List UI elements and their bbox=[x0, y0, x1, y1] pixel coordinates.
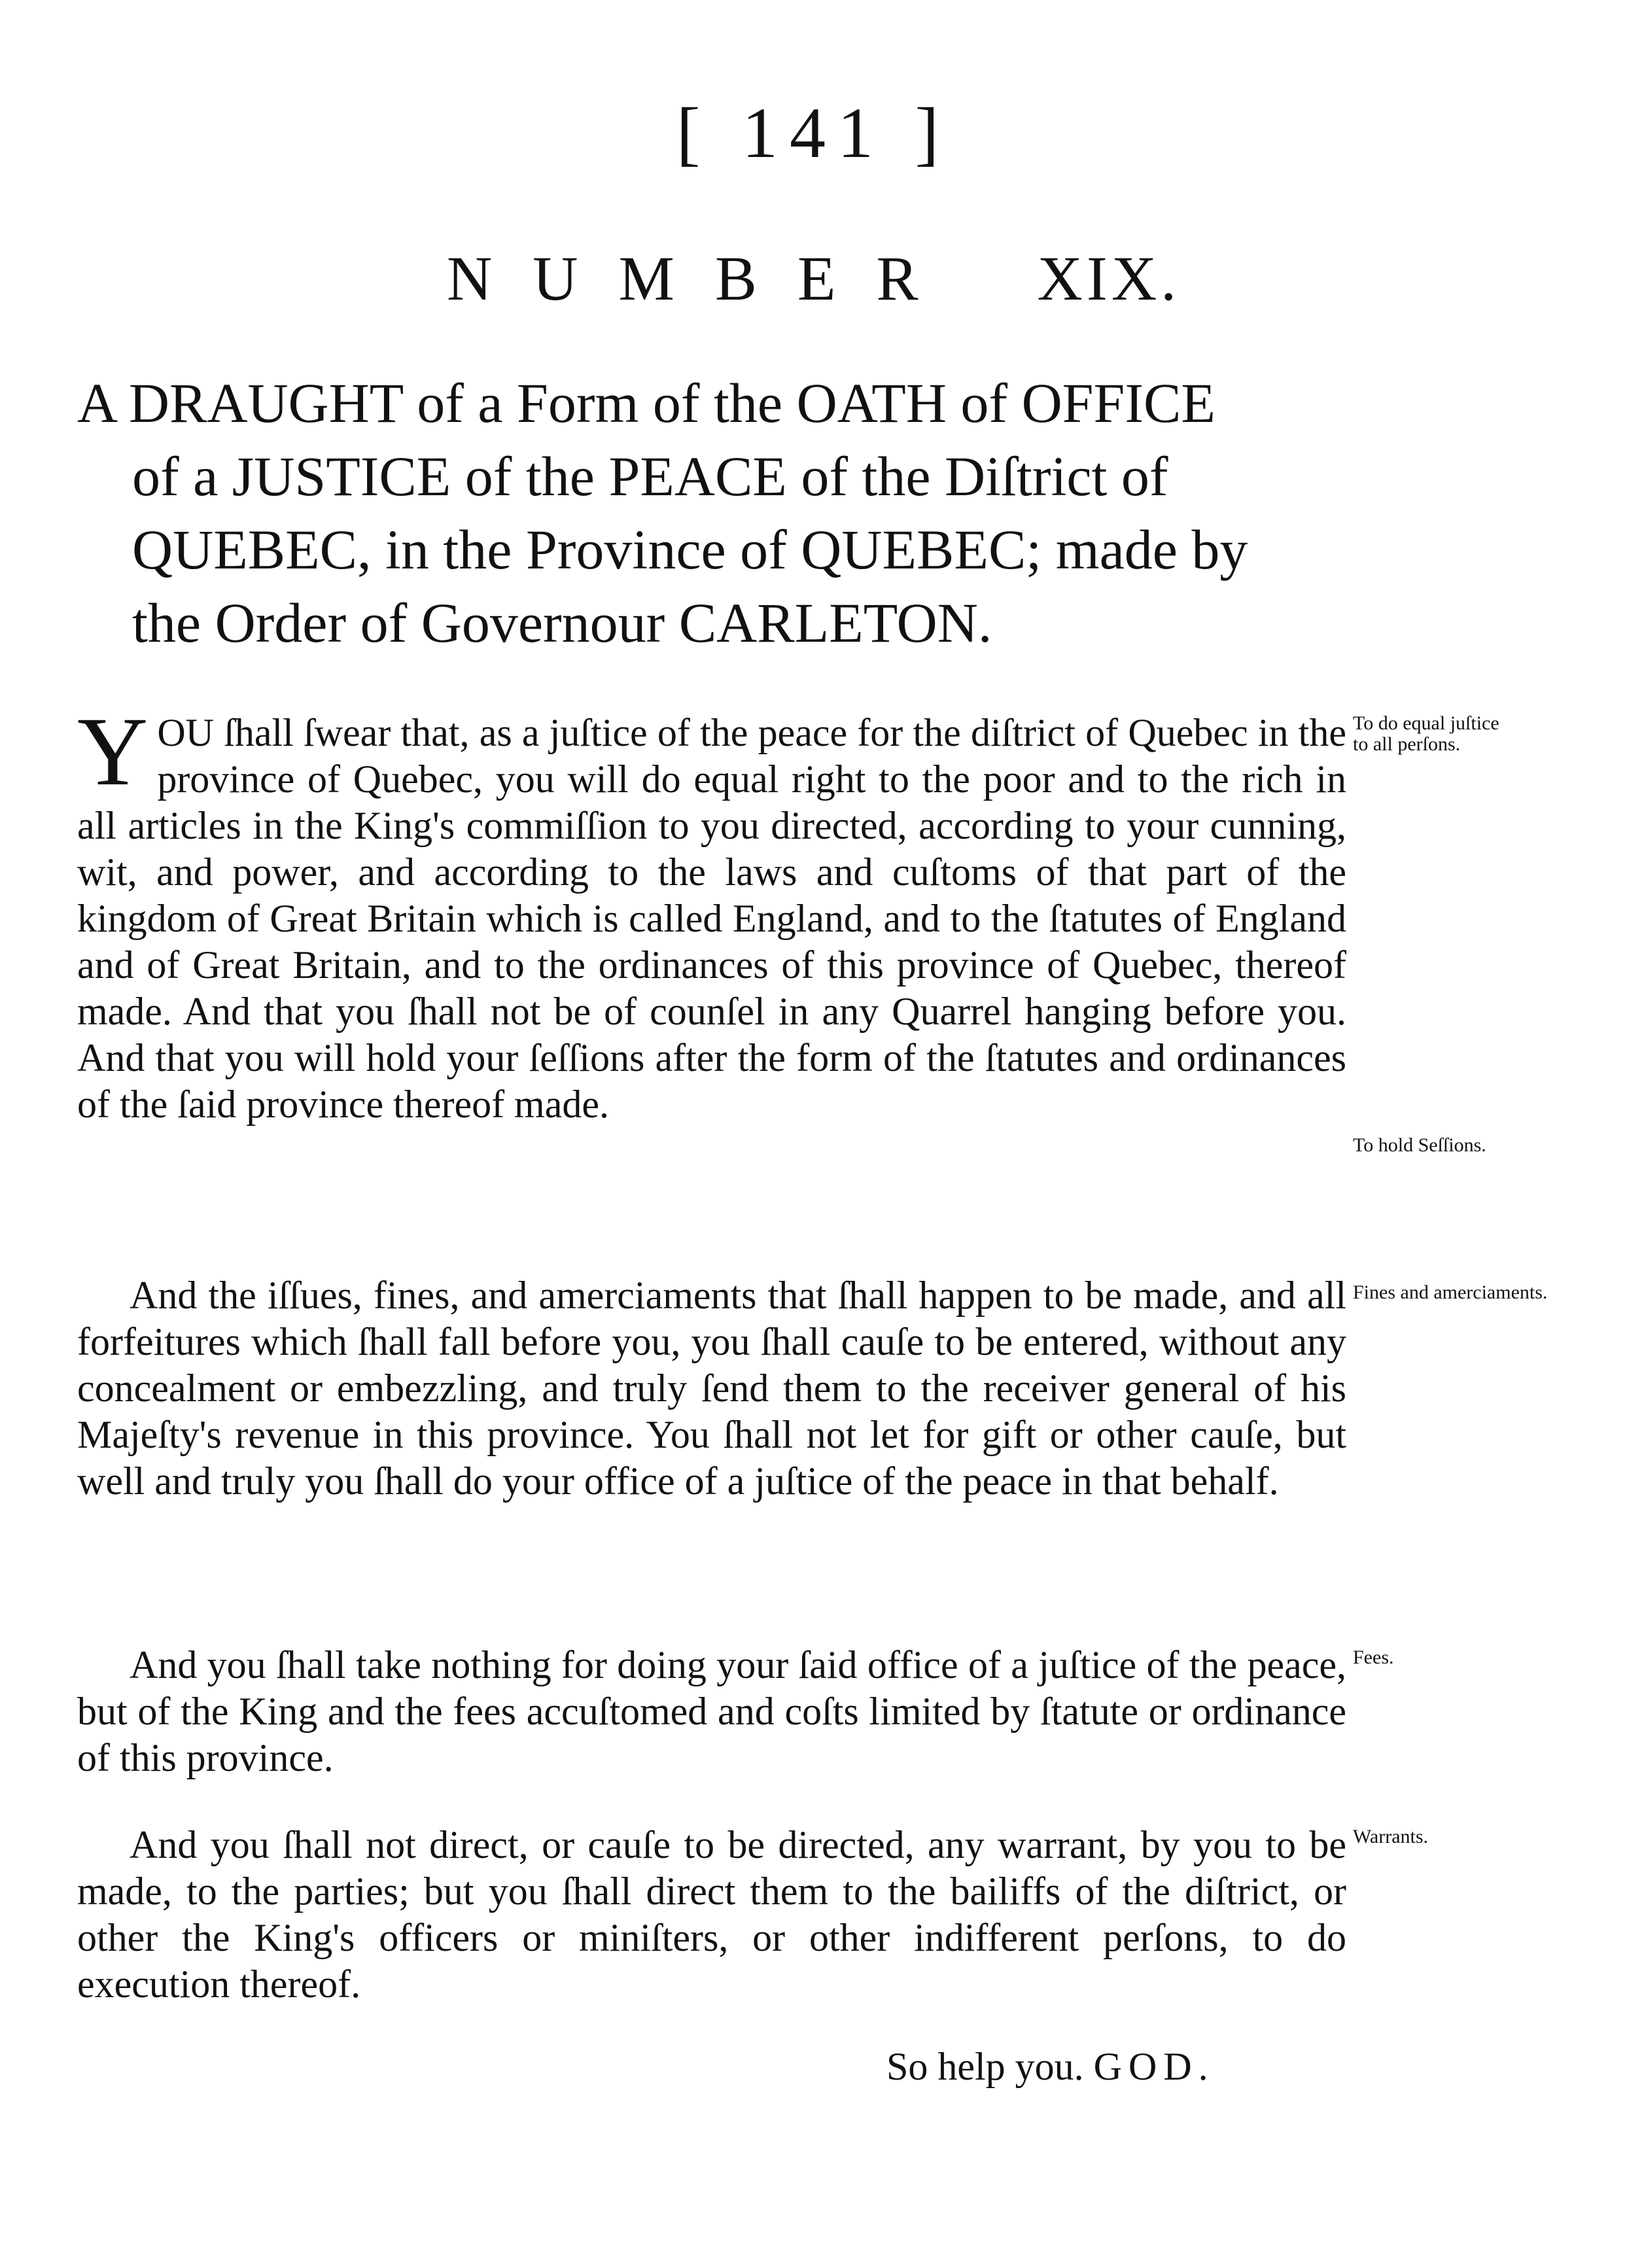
paragraph-fees bbox=[77, 1642, 1346, 1781]
margin-note-equal-justice: To do equal juſtice to all perſons. bbox=[1353, 712, 1499, 755]
paragraph-2-text: And the iſſues, fines, and amerciaments that ſhall happen to be made, and all forfeitures which ſhall fall before you, you ſhall cauſe to be entered, without any concealment or embezzling, and truly ſend them to the receiver general of his Majeſty's revenue in this province. You ſhall not let for gift or other cauſe, but well and truly you ſhall do your office of a juſtice of the peace in that behalf. bbox=[77, 1274, 1346, 1503]
closing-line bbox=[886, 2044, 1215, 2089]
title-line-3: QUEBEC, in the Province of QUEBEC; made by bbox=[132, 518, 1248, 581]
closing-text: So help you. bbox=[886, 2045, 1084, 2088]
heading-word: NUMBER bbox=[446, 243, 959, 313]
margin-note-sessions: To hold Seſſions. bbox=[1353, 1134, 1486, 1156]
paragraph-oath bbox=[77, 697, 1346, 1128]
title-line-1: A DRAUGHT of a Form of the OATH of OFFICE bbox=[77, 372, 1216, 434]
paragraph-warrants bbox=[77, 1822, 1346, 2008]
closing-god: GOD. bbox=[1093, 2045, 1215, 2088]
paragraph-3-text: And you ſhall take nothing for doing your ſaid office of a juſtice of the peace, but of the King and the fees accuſtomed and coſts limited by ſtatute or ordinance of this province. bbox=[77, 1643, 1346, 1779]
title-line-4: the Order of Governour CARLETON. bbox=[132, 591, 992, 654]
page-number: [ 141 ] bbox=[676, 93, 951, 173]
section-heading bbox=[0, 242, 1627, 315]
heading-numeral: XIX. bbox=[1037, 243, 1181, 313]
margin-note-fees: Fees. bbox=[1353, 1647, 1394, 1668]
paragraph-1-text: OU ſhall ſwear that, as a juſtice of the peace for the diſtrict of Quebec in the province of Quebec, you will do equal right to the poor and to the rich in all articles in the King's commiſſion to you directed, according to your cunning, wit, and power, and according to the laws and cuſtoms of that part of the kingdom of Great Britain which is called England, and to the ſtatutes of England and of Great Britain, and to the ordinances of this province of Quebec, thereof made. And that you ſhall not be of counſel in any Quarrel hanging before you. And that you will hold your ſeſſions after the form of the ſtatutes and ordinances of the ſaid province thereof made. bbox=[77, 711, 1346, 1126]
drop-cap: Y bbox=[77, 697, 149, 806]
document-title bbox=[77, 366, 1399, 659]
paragraph-fines bbox=[77, 1272, 1346, 1505]
margin-note-fines: Fines and amerciaments. bbox=[1353, 1282, 1548, 1303]
margin-note-warrants: Warrants. bbox=[1353, 1826, 1429, 1847]
paragraph-4-text: And you ſhall not direct, or cauſe to be directed, any warrant, by you to be made, to the parties; but you ſhall direct them to the bailiffs of the diſtrict, or other the King's officers or miniſters, or other indifferent perſons, to do execution thereof. bbox=[77, 1823, 1346, 2006]
title-line-2: of a JUSTICE of the PEACE of the Diſtrict of bbox=[132, 445, 1168, 508]
